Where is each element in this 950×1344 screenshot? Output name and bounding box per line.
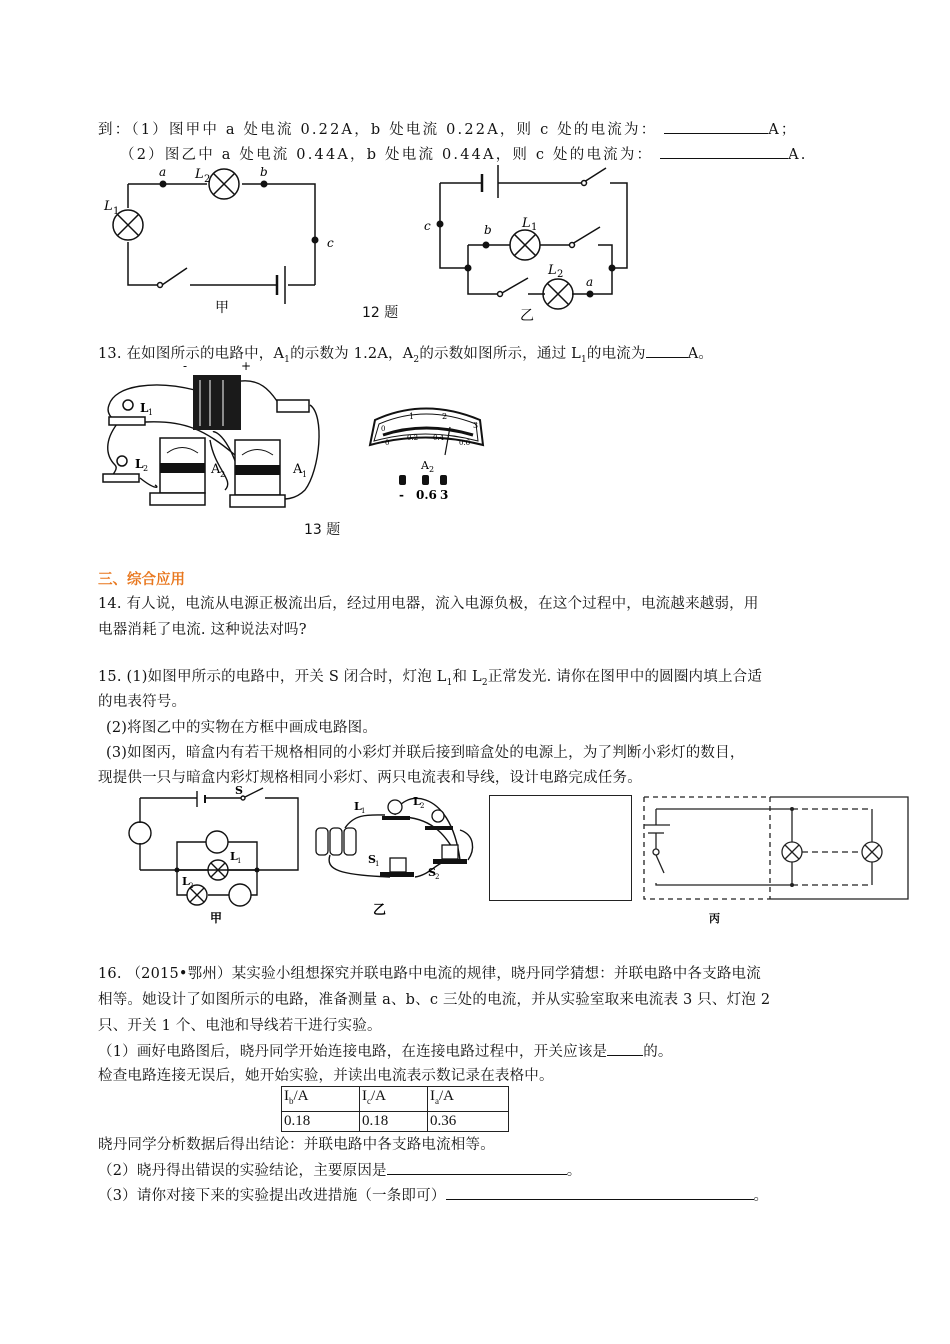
fig-caption-yi: 乙 <box>520 308 534 324</box>
q16-line7 <box>98 1160 581 1181</box>
label-L2-sub: 2 <box>204 174 211 185</box>
label-L1-sub: 1 <box>361 807 366 815</box>
q12-caption: 12 题 <box>362 305 399 321</box>
label-L1: L <box>230 850 238 863</box>
scale-upper-2: 2 <box>442 412 448 421</box>
q13-text: 的电流为 <box>586 346 646 362</box>
q16-line6: 晓丹同学分析数据后得出结论：并联电路中各支路电流相等。 <box>98 1137 495 1153</box>
q13-caption: 13 题 <box>304 522 341 538</box>
q13-text: 13. 在如图所示的电路中，A <box>98 346 285 362</box>
table-cell: 0.18 <box>360 1112 428 1132</box>
label-A1-sub: 1 <box>302 470 308 479</box>
q15-line2: 的电表符号。 <box>98 694 187 710</box>
plus-sign: + <box>241 359 252 373</box>
q16-answer-blank-3[interactable] <box>446 1185 754 1200</box>
scale-lower-2: 0.4 <box>433 434 445 442</box>
table-header-row <box>282 1087 509 1112</box>
q16-line2: 相等。她设计了如图所示的电路，准备测量 a、b、c 三处的电流，并从实验室取来电流表 3 只、灯泡 2 <box>98 992 771 1008</box>
label-L2-sub: 2 <box>189 882 194 890</box>
label-L1-sub: 1 <box>148 408 154 417</box>
q13-physical-circuit <box>95 360 335 545</box>
q12-answer-blank-2[interactable] <box>660 144 788 159</box>
q13-answer-blank[interactable] <box>646 343 688 358</box>
label-c: c <box>424 219 431 233</box>
label-S2: S <box>428 866 436 879</box>
label-S2-sub: 2 <box>435 873 440 881</box>
fig-caption-jia: 甲 <box>215 300 229 316</box>
q16-line5: 检查电路连接无误后，她开始实验，并读出电流表示数记录在表格中。 <box>98 1068 554 1084</box>
q12-part2-text: （2）图乙中 a 处电流 0.44A，b 处电流 0.44A，则 c 处的电流为： <box>120 147 654 163</box>
meter-label: A <box>421 459 429 472</box>
q13-text: 的示数如图所示，通过 L <box>419 346 581 362</box>
q16-text: （1）画好电路图后，晓丹同学开始连接电路，在连接电路过程中，开关应该是 <box>98 1044 608 1060</box>
table-header-cell: $I_c/A$ <box>360 1087 428 1112</box>
q16-line3: 只、开关 1 个、电池和导线若干进行实验。 <box>98 1018 382 1034</box>
label-A2: A <box>211 462 221 477</box>
meter-label-sub: 2 <box>429 465 435 474</box>
q15-circuit-jia <box>120 785 310 925</box>
label-S: S <box>235 784 243 797</box>
scale-upper-0: 0 <box>381 425 386 433</box>
label-L1: L <box>140 401 149 415</box>
q15-text: 正常发光. 请你在图甲中的圆圈内填上合适 <box>487 669 763 685</box>
q16-text: （3）请你对接下来的实验提出改进措施（一条即可） <box>98 1188 446 1204</box>
scale-lower-0: 0 <box>385 439 390 447</box>
table-header-cell: $I_b/A$ <box>282 1087 360 1112</box>
label-a: a <box>586 275 594 289</box>
label-L2: L <box>548 263 557 278</box>
q15-line4: (3)如图丙，暗盒内有若干规格相同的小彩灯并联后接到暗盒处的电源上，为了判断小彩灯的数目， <box>106 745 745 761</box>
label-a: a <box>159 165 167 179</box>
q13-sub: 1 <box>580 354 587 365</box>
q12-circuit-jia <box>95 160 425 325</box>
q14-line2: 电器消耗了电流. 这种说法对吗? <box>98 622 307 638</box>
q13-text: 的示数为 1.2A，A <box>290 346 414 362</box>
terminal-0-6: 0.6 <box>416 488 437 502</box>
table-header-cell: $I_a/A$ <box>428 1087 509 1112</box>
q13-sub: 2 <box>413 354 420 365</box>
q16-line4 <box>98 1041 673 1062</box>
label-L1: L <box>354 800 362 813</box>
label-L2: L <box>182 875 190 888</box>
q15-text: 15. (1)如图甲所示的电路中，开关 S 闭合时，灯泡 L <box>98 669 447 685</box>
label-L2-sub: 2 <box>143 464 149 473</box>
q12-part1 <box>98 119 798 140</box>
q15-line1: 15. (1)如图甲所示的电路中，开关 S 闭合时，灯泡 $L_1$和 $L_2$正常发光. 请你在图甲中的圆圈内填上合适 <box>98 669 763 688</box>
q12-part1-suffix: A； <box>768 122 798 138</box>
q14-line1: 14. 有人说，电流从电源正极流出后，经过用电器，流入电源负极，在这个过程中，电流越来越弱，用 <box>98 596 759 612</box>
label-L1-sub: 1 <box>113 206 120 217</box>
q13-sub: 1 <box>284 354 291 365</box>
label-A1: A <box>293 462 303 477</box>
scale-upper-3: 3 <box>473 421 479 430</box>
label-L2: L <box>195 167 204 182</box>
q16-text: 。 <box>566 1163 582 1179</box>
scale-lower-3: 0.6 <box>459 439 471 447</box>
fig-caption-jia: 甲 <box>210 911 223 925</box>
q16-line1: 16. （2015•鄂州）某实验小组想探究并联电路中电流的规律，晓丹同学猜想：并联电路中各支路电流 <box>98 966 761 982</box>
q15-physical-circuit-yi <box>310 785 470 925</box>
fig-caption-bing: 丙 <box>709 912 720 925</box>
q16-text: 。 <box>753 1188 769 1204</box>
q12-answer-blank-1[interactable] <box>664 119 768 134</box>
q15-line3: (2)将图乙中的实物在方框中画成电路图。 <box>106 720 378 736</box>
table-row <box>282 1112 509 1132</box>
q12-part2-suffix: A. <box>788 147 808 163</box>
scale-lower-1: 0.2 <box>407 434 419 442</box>
label-L1-sub: 1 <box>237 857 242 865</box>
q12-part1-text: 到：（1）图甲中 a 处电流 0.22A，b 处电流 0.22A，则 c 处的电流为： <box>98 122 658 138</box>
scale-upper-1: 1 <box>409 412 415 421</box>
q12-circuit-yi <box>410 160 650 325</box>
q15-text: 和 L <box>452 669 482 685</box>
ammeter-a2-dial <box>355 395 495 510</box>
q15-answer-drawing-box[interactable] <box>489 795 632 901</box>
label-S1-sub: 1 <box>375 860 380 868</box>
q16-answer-blank-2[interactable] <box>387 1160 567 1175</box>
fig-caption-yi: 乙 <box>373 903 387 918</box>
label-c: c <box>327 236 334 250</box>
q16-line8 <box>98 1185 768 1206</box>
minus-sign: - <box>183 359 188 373</box>
label-L1: L <box>522 216 531 231</box>
q16-text: 的。 <box>643 1044 673 1060</box>
label-L1-sub: 1 <box>531 222 538 233</box>
label-L2-sub: 2 <box>557 269 564 280</box>
q16-data-table <box>281 1086 509 1132</box>
terminal-3: 3 <box>440 488 449 502</box>
label-A2-sub: 2 <box>220 470 226 479</box>
label-L1: L <box>104 199 113 214</box>
label-L2: L <box>135 457 144 471</box>
q15-circuit-bing <box>640 795 915 930</box>
q16-text: （2）晓丹得出错误的实验结论，主要原因是 <box>98 1163 387 1179</box>
table-cell: 0.36 <box>428 1112 509 1132</box>
label-L2-sub: 2 <box>420 802 425 810</box>
terminal-minus: - <box>399 488 404 502</box>
label-S1: S <box>368 853 376 866</box>
q16-answer-blank-1[interactable] <box>607 1041 643 1056</box>
section-heading: 三、综合应用 <box>98 572 185 588</box>
table-cell: 0.18 <box>282 1112 360 1132</box>
q15-line5: 现提供一只与暗盒内彩灯规格相同小彩灯、两只电流表和导线，设计电路完成任务。 <box>98 770 642 786</box>
q13-text: A。 <box>687 346 714 362</box>
label-b: b <box>260 165 268 179</box>
label-L2: L <box>413 795 421 808</box>
label-b: b <box>484 223 492 237</box>
